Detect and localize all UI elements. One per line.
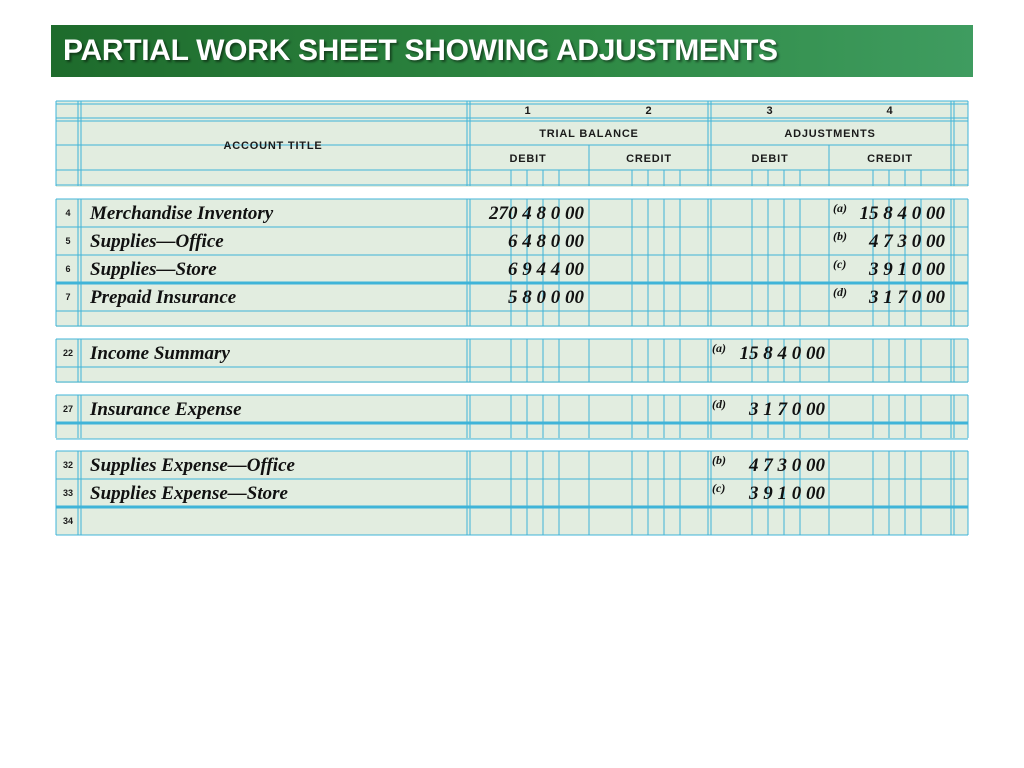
column-number-1: 1 xyxy=(524,105,532,117)
row-number: 33 xyxy=(62,488,74,498)
adjustment-credit-ref: (c) xyxy=(833,257,847,271)
adjustment-credit-amount: 15 8 4 0 00 xyxy=(859,203,945,224)
trial-balance-debit-amount: 5 8 0 0 00 xyxy=(508,287,584,308)
row-number: 22 xyxy=(62,348,74,358)
adjustment-debit-ref: (a) xyxy=(712,341,726,355)
trial-balance-debit-amount: 6 9 4 4 00 xyxy=(508,259,584,280)
account-title: Supplies Expense—Office xyxy=(90,455,295,476)
tb-debit-header: DEBIT xyxy=(509,153,547,165)
trial-balance-debit-amount: 6 4 8 0 00 xyxy=(508,231,584,252)
column-number-2: 2 xyxy=(645,105,653,117)
adjustment-credit-ref: (a) xyxy=(833,201,847,215)
account-title: Supplies—Store xyxy=(90,259,217,280)
adjustment-debit-ref: (c) xyxy=(712,481,726,495)
adjustment-credit-amount: 3 9 1 0 00 xyxy=(869,259,945,280)
adjustments-header: ADJUSTMENTS xyxy=(784,128,876,140)
adjustment-credit-ref: (d) xyxy=(833,285,847,299)
adjustment-credit-ref: (b) xyxy=(833,229,847,243)
adjustment-debit-amount: 15 8 4 0 00 xyxy=(739,343,825,364)
band-0 xyxy=(56,101,968,187)
row-number: 32 xyxy=(62,460,74,470)
row-number: 6 xyxy=(65,264,71,274)
account-title: Supplies Expense—Store xyxy=(90,483,288,504)
adjustment-credit-amount: 3 1 7 0 00 xyxy=(869,287,945,308)
adj-debit-header: DEBIT xyxy=(751,153,789,165)
row-number: 5 xyxy=(65,236,71,246)
adjustment-debit-ref: (d) xyxy=(712,397,726,411)
account-title: Prepaid Insurance xyxy=(90,287,237,308)
account-title-header: ACCOUNT TITLE xyxy=(223,140,323,152)
slide-title: PARTIAL WORK SHEET SHOWING ADJUSTMENTS xyxy=(63,34,778,67)
adj-credit-header: CREDIT xyxy=(867,153,913,165)
adjustment-credit-amount: 4 7 3 0 00 xyxy=(869,231,945,252)
row-number: 27 xyxy=(62,404,74,414)
trial-balance-debit-amount: 270 4 8 0 00 xyxy=(489,203,584,224)
row-number: 4 xyxy=(65,208,71,218)
account-title: Income Summary xyxy=(90,343,230,364)
adjustment-debit-amount: 3 1 7 0 00 xyxy=(749,399,825,420)
column-number-4: 4 xyxy=(886,105,894,117)
adjustment-debit-amount: 4 7 3 0 00 xyxy=(749,455,825,476)
tb-credit-header: CREDIT xyxy=(626,153,672,165)
trial-balance-header: TRIAL BALANCE xyxy=(539,128,639,140)
row-number: 34 xyxy=(62,516,74,526)
account-title: Merchandise Inventory xyxy=(90,203,274,224)
account-title: Supplies—Office xyxy=(90,231,224,252)
row-number: 7 xyxy=(65,292,71,302)
account-title: Insurance Expense xyxy=(90,399,242,420)
column-number-3: 3 xyxy=(766,105,774,117)
adjustment-debit-ref: (b) xyxy=(712,453,726,467)
adjustment-debit-amount: 3 9 1 0 00 xyxy=(749,483,825,504)
